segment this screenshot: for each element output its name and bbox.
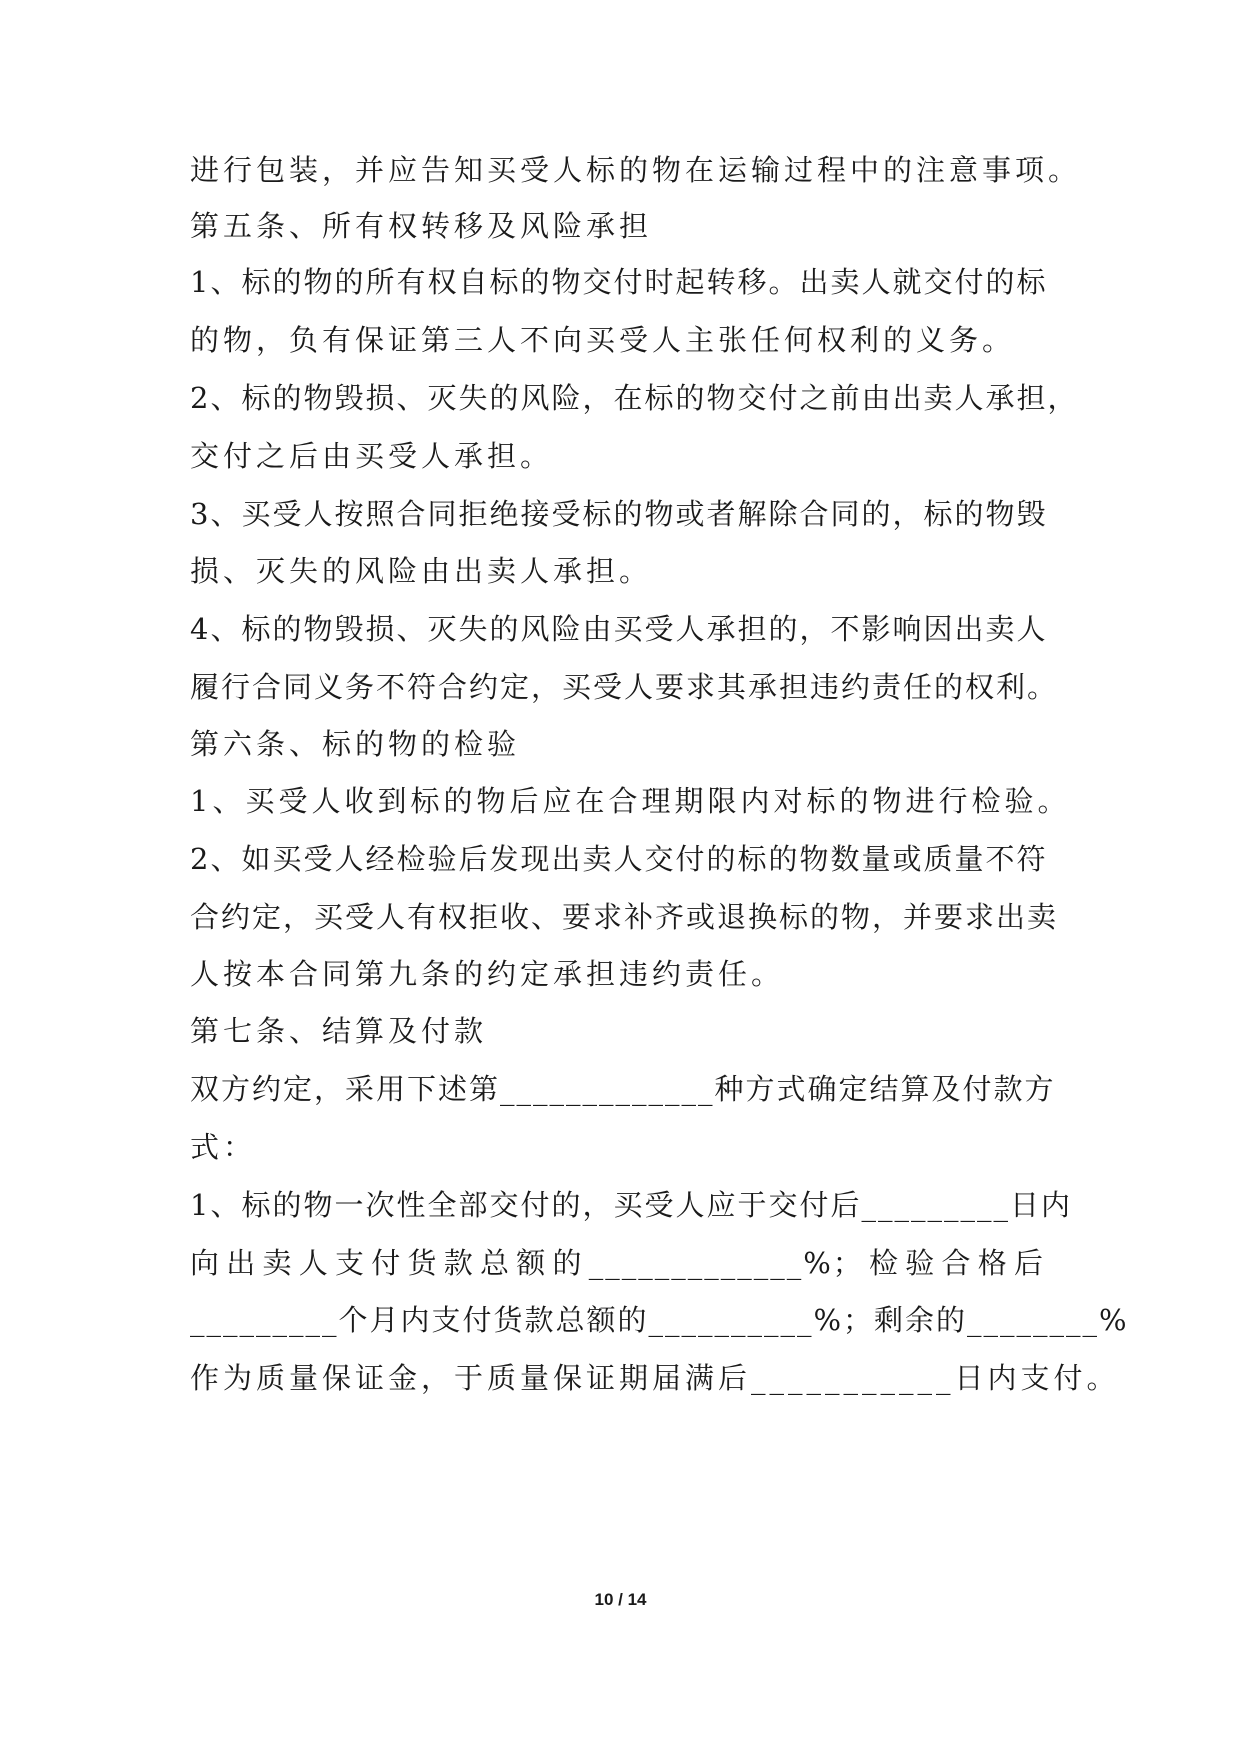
text-line: 1、标的物的所有权自标的物交付时起转移。出卖人就交付的标 [190, 265, 1048, 299]
text-line: 履行合同义务不符合约定，买受人要求其承担违约责任的权利。 [190, 670, 1059, 704]
text-line: 损、灭失的风险由出卖人承担。 [190, 554, 653, 588]
text-line: 进行包装，并应告知买受人标的物在运输过程中的注意事项。 [190, 153, 1082, 187]
section-heading: 第六条、标的物的检验 [190, 727, 521, 761]
text-line: 1、标的物一次性全部交付的，买受人应于交付后_________日内 [190, 1188, 1072, 1222]
text-line: 双方约定，采用下述第_____________种方式确定结算及付款方 [190, 1072, 1056, 1106]
text-line: 人按本合同第九条的约定承担违约责任。 [190, 957, 785, 991]
text-line: 4、标的物毁损、灭失的风险由买受人承担的，不影响因出卖人 [190, 612, 1048, 646]
text-line: 合约定，买受人有权拒收、要求补齐或退换标的物，并要求出卖 [190, 900, 1059, 934]
text-line: _________个月内支付货款总额的__________%；剩余的________% [190, 1303, 1129, 1337]
text-line: 的物，负有保证第三人不向买受人主张任何权利的义务。 [190, 323, 1016, 357]
text-line: 1、买受人收到标的物后应在合理期限内对标的物进行检验。 [190, 784, 1071, 818]
text-line: 2、标的物毁损、灭失的风险，在标的物交付之前由出卖人承担， [190, 381, 1079, 415]
text-line: 2、如买受人经检验后发现出卖人交付的标的物数量或质量不符 [190, 842, 1048, 876]
text-line: 3、买受人按照合同拒绝接受标的物或者解除合同的，标的物毁 [190, 497, 1048, 531]
section-heading: 第五条、所有权转移及风险承担 [190, 209, 653, 243]
text-line: 向出卖人支付货款总额的_____________%；检验合格后 [190, 1246, 1045, 1280]
page-number: 10 / 14 [594, 1590, 647, 1609]
text-line: 式： [190, 1130, 257, 1164]
section-heading: 第七条、结算及付款 [190, 1014, 488, 1048]
text-line: 作为质量保证金，于质量保证期届满后___________日内支付。 [190, 1361, 1120, 1395]
text-line: 交付之后由买受人承担。 [190, 439, 554, 473]
